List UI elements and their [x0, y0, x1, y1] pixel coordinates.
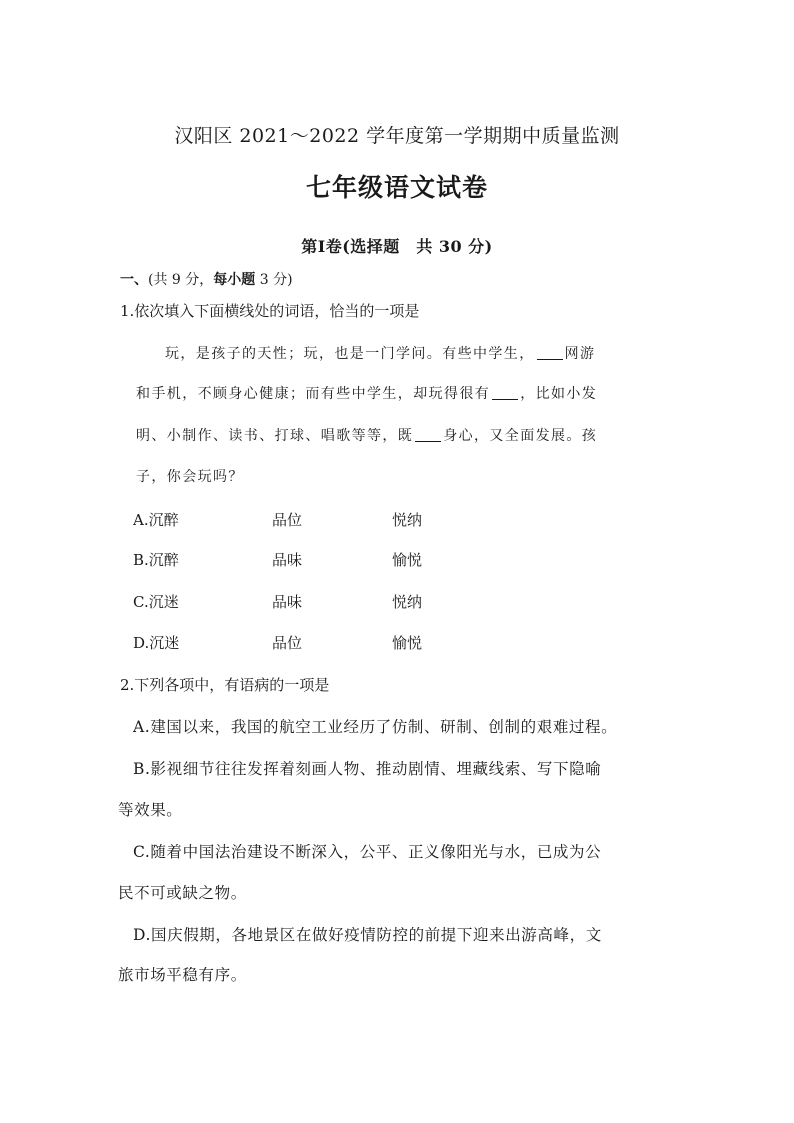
passage-text: 明、小制作、读书、打球、唱歌等等，既 [136, 428, 414, 444]
q1-passage-line-3 [136, 425, 597, 445]
q2-stem: 2.下列各项中，有语病的一项是 [120, 676, 330, 694]
section-heading [120, 269, 293, 289]
option-label: A.沉醉 [133, 511, 179, 529]
option-word-3: 愉悦 [392, 551, 423, 569]
section-note-b: 每小题 [213, 272, 256, 288]
option-word-2: 品位 [272, 511, 303, 529]
q1-stem: 1.依次填入下面横线处的词语，恰当的一项是 [120, 302, 420, 320]
option-label: B.沉醉 [133, 551, 179, 569]
passage-text: 身心，又全面发展。孩 [443, 428, 598, 444]
exam-title: 七年级语文试卷 [305, 173, 488, 202]
q2-option-c-line-1: C.随着中国法治建设不断深入，公平、正义像阳光与水，已成为公 [133, 843, 602, 861]
q1-passage-line-2 [136, 383, 597, 403]
passage-text: 网游 [564, 346, 596, 362]
option-word-3: 愉悦 [392, 634, 423, 652]
option-word-3: 悦纳 [392, 593, 423, 611]
fill-blank [492, 398, 518, 400]
q2-option-b-line-1: B.影视细节往往发挥着刻画人物、推动剧情、埋藏线索、写下隐喻 [133, 760, 602, 778]
option-word-3: 悦纳 [392, 511, 423, 529]
fill-blank [415, 440, 441, 442]
passage-text: ，比如小发 [520, 386, 598, 402]
option-label: D.沉迷 [133, 634, 180, 652]
section-note-c: 3 分) [255, 272, 293, 288]
section-note-a: (共 9 分， [148, 272, 214, 288]
option-word-2: 品味 [272, 593, 303, 611]
q2-option-d-line-2: 旅市场平稳有序。 [118, 966, 247, 984]
q2-option-d-line-1: D.国庆假期，各地景区在做好疫情防控的前提下迎来出游高峰，文 [133, 926, 602, 944]
q2-option-b-line-2: 等效果。 [118, 801, 183, 819]
option-label: C.沉迷 [133, 593, 179, 611]
exam-header-line: 汉阳区 2021～2022 学年度第一学期期中质量监测 [174, 125, 620, 147]
q1-passage-line-1 [165, 343, 595, 363]
option-word-2: 品位 [272, 634, 303, 652]
passage-text: 子，你会玩吗？ [136, 469, 244, 485]
part-title: 第Ⅰ卷(选择题 共 30 分) [301, 237, 493, 256]
q1-passage-line-4 [136, 466, 244, 486]
fill-blank [537, 358, 563, 360]
section-prefix: 一、 [120, 272, 148, 288]
option-word-2: 品味 [272, 551, 303, 569]
passage-text: 玩，是孩子的天性；玩，也是一门学问。有些中学生， [165, 346, 535, 362]
q2-option-c-line-2: 民不可或缺之物。 [118, 884, 247, 902]
q2-option-a[interactable]: A.建国以来，我国的航空工业经历了仿制、研制、创制的艰难过程。 [133, 718, 618, 736]
passage-text: 和手机，不顾身心健康；而有些中学生，却玩得很有 [136, 386, 491, 402]
